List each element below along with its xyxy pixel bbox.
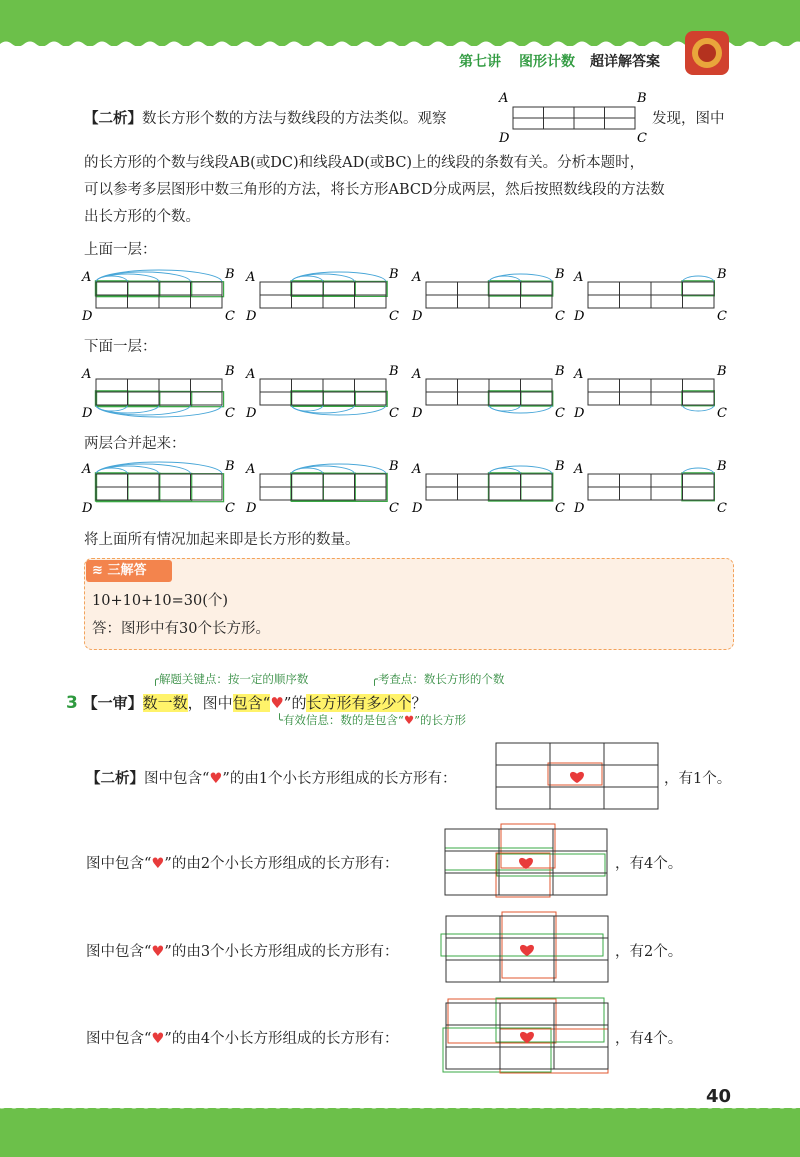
label-c: C [389, 406, 399, 421]
note-curve-icon: ╭ [152, 672, 159, 686]
label-b: B [225, 459, 235, 474]
row2-text: 图中包含“ [86, 856, 152, 872]
row2-count: ，有4个。 [615, 856, 683, 872]
label-c: C [555, 501, 565, 516]
label-c: C [389, 309, 399, 324]
label-d: D [246, 501, 257, 516]
heart-icon: ♥ [209, 771, 223, 787]
red-highlight-rect [448, 999, 556, 1043]
label-a: A [412, 367, 422, 382]
label-b: B [555, 459, 565, 474]
both-layers-title: 两层合并起来： [84, 436, 186, 452]
note-key-point: 解题关键点：按一定的顺序数 [158, 672, 309, 686]
row4-text: 图中包含“ [86, 1031, 152, 1047]
row1-count: ，有1个。 [664, 771, 732, 787]
label-a: A [412, 462, 422, 477]
question-part2: ，图中 [187, 694, 233, 712]
analysis2-tag: 【二析】 [86, 771, 144, 787]
waves-icon: ≋ [92, 563, 103, 578]
label-a: A [82, 462, 92, 477]
label-c: C [225, 309, 235, 324]
answer-text: 答：图形中有30个长方形。 [92, 621, 270, 637]
heart-icon [570, 772, 584, 783]
heart-grid [443, 998, 608, 1073]
heart-grid [441, 912, 608, 982]
green-highlight-rect [496, 998, 604, 1042]
analysis1-line2: 的长方形的个数与线段AB(或DC)和线段AD(或BC)上的线段的条数有关。分析本题时， [84, 155, 645, 171]
heart-grid [496, 743, 658, 809]
summary-text: 将上面所有情况加起来即是长方形的数量。 [84, 532, 360, 548]
heart-icon: ♥ [151, 944, 165, 960]
label-c: C [225, 406, 235, 421]
label-c: C [637, 131, 647, 146]
row2-mid: ”的由2个小长方形组成的长方形有： [164, 856, 399, 872]
label-c: C [555, 309, 565, 324]
heart-icon: ♥ [151, 856, 165, 872]
label-c: C [717, 501, 727, 516]
label-b: B [389, 267, 399, 282]
label-d: D [82, 501, 93, 516]
heart-icon [520, 1032, 534, 1043]
page-number: 40 [706, 1086, 732, 1107]
label-a: A [246, 367, 256, 382]
row3-count: ，有2个。 [615, 944, 683, 960]
label-a: A [82, 367, 92, 382]
label-b: B [389, 459, 399, 474]
note-exam-point: 考查点：数长方形的个数 [377, 672, 505, 686]
heart-icon [520, 945, 534, 956]
label-b: B [555, 364, 565, 379]
problem-number: 3 [66, 693, 78, 713]
header-book: 超详解答案 [590, 54, 660, 70]
row1-mid: ”的由1个小长方形组成的长方形有： [222, 771, 457, 787]
heart-icon: ♥ [151, 1031, 165, 1047]
row3-text: 图中包含“ [86, 944, 152, 960]
analysis1-line4: 出长方形的个数。 [84, 209, 200, 225]
question-part1: 数一数 [142, 694, 188, 712]
label-a: A [246, 462, 256, 477]
row4-count: ，有4个。 [615, 1031, 683, 1047]
answer-title-text: 三解答 [107, 563, 147, 578]
label-c: C [389, 501, 399, 516]
label-b: B [717, 267, 727, 282]
label-a: A [82, 270, 92, 285]
note-curve-icon: ╰ [276, 713, 283, 727]
label-a: A [246, 270, 256, 285]
analysis1-tag: 【二析】 [84, 111, 142, 127]
label-d: D [412, 501, 423, 516]
analysis1-line1b: 发现，图中 [652, 111, 725, 127]
question-part3: 包含“ [232, 694, 271, 712]
heart-grid [445, 824, 607, 897]
heart-icon: ♥ [403, 713, 415, 727]
green-highlight-rect [443, 1028, 551, 1072]
label-a: A [574, 270, 584, 285]
red-highlight-rect [502, 912, 556, 978]
heart-icon [519, 858, 533, 869]
label-c: C [225, 501, 235, 516]
note-info-1: 有效信息：数的是包含“ [282, 713, 404, 727]
row4-mid: ”的由4个小长方形组成的长方形有： [164, 1031, 399, 1047]
analysis1-line1: 数长方形个数的方法与数线段的方法类似。观察 [142, 111, 447, 127]
label-a: A [412, 270, 422, 285]
label-c: C [717, 309, 727, 324]
label-d: D [82, 406, 93, 421]
label-d: D [574, 501, 585, 516]
row1-text: 图中包含“ [144, 771, 210, 787]
label-b: B [717, 459, 727, 474]
label-d: D [574, 406, 585, 421]
label-c: C [717, 406, 727, 421]
row3-mid: ”的由3个小长方形组成的长方形有： [164, 944, 399, 960]
label-b: B [389, 364, 399, 379]
label-d: D [412, 309, 423, 324]
label-d: D [412, 406, 423, 421]
label-a: A [499, 91, 509, 106]
label-d: D [499, 131, 510, 146]
label-d: D [82, 309, 93, 324]
label-d: D [246, 309, 257, 324]
label-b: B [555, 267, 565, 282]
label-c: C [555, 406, 565, 421]
label-b: B [225, 364, 235, 379]
question-part5: 长方形有多少个 [306, 694, 412, 712]
question-part4: ”的 [283, 694, 307, 712]
analysis1-line3: 可以参考多层图形中数三角形的方法，将长方形ABCD分成两层，然后按照数线段的方法数 [84, 182, 665, 198]
label-a: A [574, 367, 584, 382]
question-part6: ？ [411, 694, 427, 712]
label-d: D [574, 309, 585, 324]
label-b: B [225, 267, 235, 282]
upper-layer-title: 上面一层： [84, 242, 157, 258]
lower-layer-title: 下面一层： [84, 339, 157, 355]
header-lecture: 第七讲 [459, 54, 501, 70]
label-b: B [637, 91, 647, 106]
note-curve-icon: ╭ [371, 672, 378, 686]
problem3-tag: 【一审】 [82, 694, 143, 712]
header-topic: 图形计数 [519, 54, 575, 70]
answer-equation: 10+10+10=30(个) [92, 593, 229, 609]
heart-icon: ♥ [270, 694, 284, 712]
label-a: A [574, 462, 584, 477]
note-info-2: ”的长方形 [414, 713, 467, 727]
label-d: D [246, 406, 257, 421]
label-b: B [717, 364, 727, 379]
